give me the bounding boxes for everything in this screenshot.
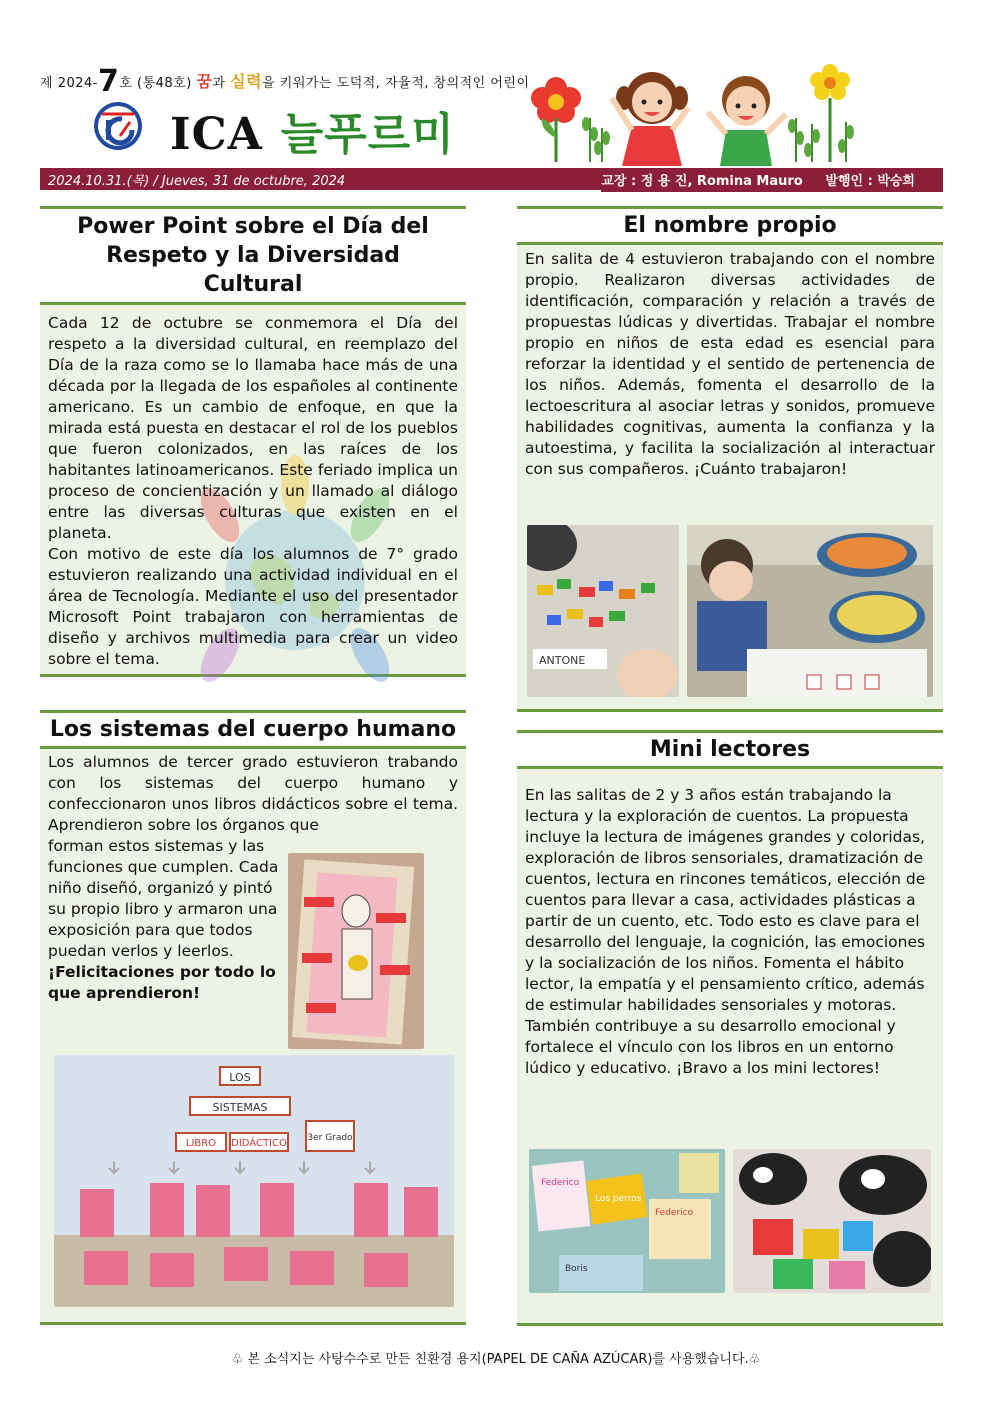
sign-los: LOS (229, 1071, 251, 1084)
photo-exhibition (54, 1055, 454, 1307)
book-title-4: Boris (565, 1264, 588, 1274)
article-title: Los sistemas del cuerpo humano (40, 713, 466, 746)
book-title-1: Federico (541, 1178, 580, 1188)
article-title: Power Point sobre el Día del Respeto y la Diversidad Cultural (40, 209, 466, 302)
footer-note: ♧ 본 소식지는 사탕수수로 만든 친환경 용지(PAPEL DE CAÑA AZÚCAR)를 사용했습니다.♧ (231, 1352, 761, 1367)
paragraph-2: Con motivo de este día los alumnos de 7° grado estuvieron realizando una actividad individual en el área de Tecnología. Mediante el uso del presentador Microsoft Point trabajaron con herramientas de diseño y archivos multimedia para crear un video sobre el tema. (48, 545, 458, 668)
issue-prefix: 제 2024- (40, 76, 98, 91)
photo-blocks (527, 525, 679, 697)
date-banner (40, 168, 943, 190)
article-sistemas (40, 710, 466, 1325)
paragraph-congrats: ¡Felicitaciones por todo lo que aprendieron! (48, 963, 276, 1002)
book-title-2: Los perros (595, 1194, 642, 1204)
publisher: 발행인 : 박승희 (825, 174, 915, 189)
article-title: Mini lectores (517, 733, 943, 766)
paragraph-top: Los alumnos de tercer grado estuvieron trabando con los sistemas del cuerpo humano y confeccionaron unos libros didácticos sobre el tema. Aprendieron sobre los órganos que (48, 753, 458, 834)
staff-line (601, 168, 943, 192)
sign-grado: 3er Grado (307, 1133, 353, 1143)
article-body (40, 305, 466, 674)
photo-books (529, 1149, 725, 1293)
slogan-orange: 실력 (230, 72, 263, 91)
slogan-mid: 과 (212, 76, 226, 91)
masthead-title (170, 98, 455, 162)
issue-date: 2024.10.31.(목) / Jueves, 31 de octubre, 2024 (48, 174, 346, 189)
slogan-rest: 을 키워가는 도덕적, 자율적, 창의적인 어린이 (262, 76, 530, 91)
book-title-3: Federico (655, 1208, 694, 1218)
article-title: El nombre propio (517, 209, 943, 242)
name-card-text: ANTONE (539, 654, 586, 667)
issue-suffix: 호 (통48호) (119, 76, 192, 91)
article-body (40, 749, 466, 1322)
paragraph-1: Cada 12 de octubre se conmemora el Día del respeto a la diversidad cultural, en reemplazo del Día de la raza como se lo llamaba hace más de una década por la llegada de los españoles al continente americano. Es un cambio de enfoque, en que la mirada está puesta en destacar el rol de los pueblos que fueron colonizados, en las raíces de los habitantes latinoamericanos. Este feriado implica un proceso de concientización y un llamado al diálogo entre las diversas culturas que existen en el planeta. (48, 314, 458, 542)
article-mini-lectores (517, 730, 943, 1326)
sign-didactico: DIDÁCTICO (231, 1138, 287, 1149)
paragraph-side: forman estos sistemas y las funciones que cumplen. Cada niño diseñó, organizó y pintó su propio libro y armaron una exposición para que todos puedan verlos y leerlos. (48, 837, 279, 960)
title-latin: ICA (170, 109, 263, 160)
school-logo (92, 100, 144, 152)
photo-boy-letters (687, 525, 933, 697)
issue-line (40, 64, 530, 99)
article-body (517, 245, 943, 709)
article-nombre-propio (517, 206, 943, 712)
article-diversidad (40, 206, 466, 677)
slogan-red: 꿈 (196, 72, 213, 91)
kids-flowers-illustration (520, 58, 860, 166)
photo-body-book (288, 853, 424, 1049)
title-korean: 늘푸르미 (280, 109, 455, 160)
issue-number: 7 (97, 64, 120, 99)
article-body (517, 769, 943, 1323)
principal: 교장 : 정 용 진, Romina Mauro (601, 174, 803, 189)
sign-sistemas: SISTEMAS (212, 1101, 268, 1114)
paragraph: En las salitas de 2 y 3 años están trabajando la lectura y la exploración de cuentos. La propuesta incluye la lectura de imágenes grandes y coloridas, exploración de libros sensoriales, dramatización de cuentos, lectura en rincones temáticos, elección de cuentos para llevar a casa, actividades plásticas a partir de un cuento, etc. Todo esto es clave para el desarrollo del lenguaje, la cognición, las emociones y la socialización de los niños. Fomenta el hábito lector, la empatía y el pensamiento crítico, además de estimular habilidades sensoriales y motoras. También contribuye a su desarrollo emocional y fortalece el vínculo con los libros en un entorno lúdico y educativo. ¡Bravo a los mini lectores! (525, 786, 926, 1077)
photo-sensory-crafts (733, 1149, 931, 1293)
sign-libro: LIBRO (185, 1138, 217, 1149)
paragraph: En salita de 4 estuvieron trabajando con el nombre propio. Realizaron diversas actividades de identificación, comparación y relación a través de propuestas lúdicas y divertidas. Trabajar el nombre propio en niños de esta edad es esencial para reforzar la identidad y el sentido de pertenencia de los niños. Además, fomenta el desarrollo de la lectoescritura al asociar letras y sonidos, promueve habilidades cognitivas, aumenta la confianza y la autoestima, y facilita la socialización al interactuar con sus compañeros. ¡Cuánto trabajaron! (525, 250, 935, 478)
